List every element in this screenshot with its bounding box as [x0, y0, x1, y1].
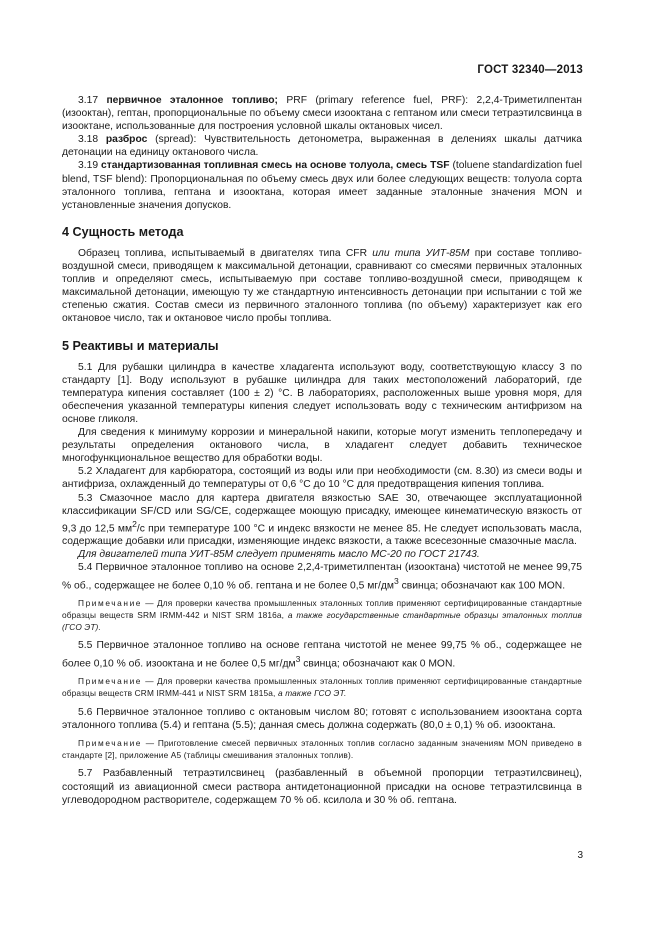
superscript: 3: [394, 575, 399, 586]
section-heading-4: 4 Сущность метода: [62, 224, 184, 239]
note-2: [62, 676, 582, 700]
superscript: 2: [132, 518, 137, 529]
text-run: 5.3 Смазочное масло для картера двигателя вязкостью SAE 30, отвечающее эксплуатационной классификации SF/CD или SG/CE, содержащее моющую присадку, имеющее кинематическую вязкость от 9,3 до 12,5 мм: [62, 492, 582, 535]
text-run-italic: или типа УИТ-85М: [372, 247, 470, 259]
term: первичное эталонное топливо;: [106, 95, 278, 106]
section-4-paragraph: [62, 247, 582, 326]
clause-5-1: 5.1 Для рубашки цилиндра в качестве хладагента используют воду, соответствующую классу 3 по стандарту [1]. Воду используют в рубашке цилиндра для таких местоположений лабораторий, где температура кипения составляет (100 ± 2) °С. В лабораториях, расположенных выше уровня моря, для обеспечения указанной температуры кипения следует использовать воду с техническим антифризом на основе гликоля.: [62, 361, 582, 425]
clause-5-6: 5.6 Первичное эталонное топливо с октановым числом 80; готовят с использованием изооктана сорта эталонного топлива (5.4) и гептана (5.5); данная смесь должна содержать (80,0 ± 0,1) % об. изооктана.: [62, 706, 582, 731]
page-number: 3: [577, 850, 583, 861]
note-text-italic: а также государственные стандартные образцы эталонных топлив (ГСО ЭТ).: [62, 609, 582, 632]
term: стандартизованная топливная смесь на основе толуола, смесь TSF: [100, 160, 450, 172]
note-3: [62, 738, 582, 762]
text-run: при составе топливо-воздушной смеси, приводящем к максимальной детонации, сравнивают со смесями первичных эталонных топлив и определяют смесь, испытываемую при составе топливо-воздушной смеси, приводящем к максимальной детонации, имеющую ту же стандартную интенсивность детонации при испытании с той же степенью сжатия. Состав смеси из первичного эталонного топлива (по объему) характеризует как его октановое число, так и октановое число пробы топлива.: [62, 247, 582, 325]
definition: (spread): Чувствительность детонометра, выраженная в делениях шкалы датчика детонации на единицу октанового числа.: [62, 134, 582, 159]
text-run: Образец топлива, испытываемый в двигателях типа CFR: [78, 247, 373, 259]
clause-number: 3.17: [78, 95, 99, 106]
note-label: Примечание: [78, 676, 143, 687]
term: разброс: [105, 134, 148, 146]
note-text-italic: а также ГСО ЭТ.: [277, 687, 347, 698]
clause-number: 3.19: [78, 160, 99, 172]
text-run: свинца; обозначают как 100 MON.: [398, 579, 566, 591]
text-run: /с при температуре 100 °С и индекс вязкости не менее 85. Не следует использовать масла, содержащие добавки или присадки, изменяющие индекс вязкости, а также всесезонные смазочные масла.: [62, 523, 582, 548]
text-run: свинца; обозначают как 0 MON.: [300, 657, 456, 669]
note-text: — Для проверки качества промышленных эталонных топлив применяют сертифицированные стандартные образцы веществ CRM IRMM-441 и NIST SRM 1815a,: [62, 676, 582, 698]
note-label: Примечание: [78, 737, 143, 748]
clause-5-1-paragraph-2: Для сведения к минимуму коррозии и минеральной накипи, которые могут изменить теплопередачу и результаты определения октанового числа, в хладагент следует добавить техническое многофункциональное вещество для обработки воды.: [62, 427, 582, 465]
clause-5-4: [62, 561, 582, 592]
document-body: [62, 94, 582, 807]
clause-5-2: 5.2 Хладагент для карбюратора, состоящий из воды или при необходимости (см. 8.30) из смеси воды и антифриза, охлажденный до температуры от 0,6 °С до 10 °С для предотвращения кипения топлива.: [62, 466, 582, 491]
superscript: 3: [295, 653, 301, 664]
clause-5-5: [62, 639, 582, 670]
clause-5-3-italic-note: Для двигателей типа УИТ-85М следует применять масло МС-20 по ГОСТ 21743.: [78, 549, 480, 561]
text-run: 5.4 Первичное эталонное топливо на основе 2,2,4-триметилпентан (изооктана) чистотой не менее 99,75 % об., содержащее не более 0,10 % об. гептана и не более 0,5 мг/дм: [62, 562, 582, 591]
text-run: 5.5 Первичное эталонное топливо на основе гептана чистотой не менее 99,75 % об., содержащее не более 0,10 % об. изооктана и не более 0,5 мг/дм: [62, 640, 582, 669]
clause-3-19: [62, 159, 582, 211]
clause-3-17: [62, 94, 582, 133]
note-label: Примечание: [78, 598, 143, 609]
clause-5-7: 5.7 Разбавленный тетраэтилсвинец (разбавленный в объемной пропорции тетраэтилсвинец), состоящий из авиационной смеси раствора антидетонационной присадки на основе тетраэтилсвинца в углеводородном растворителе, содержащем 70 % об. ксилола и 30 % об. гептана.: [62, 768, 582, 806]
note-text: — Приготовление смесей первичных эталонных топлив согласно заданным значениям MON приведено в стандарте [2], приложение А5 (таблицы смешивания эталонных топлив).: [62, 737, 582, 760]
definition: PRF (primary reference fuel, PRF): 2,2,4-Триметилпентан (изооктан), гептан, пропорциональные по объему смеси изооктана с гептаном или смеси тетраэтилсвинца в изооктане, использованные для построения условной шкалы октановых чисел.: [62, 95, 582, 133]
clause-number: 3.18: [78, 134, 99, 146]
section-heading-5: 5 Реактивы и материалы: [62, 338, 219, 353]
definition: (toluene standardization fuel blend, TSF blend): Пропорциональная по объему смесь двух или более следующих веществ: толуола сорта эталонного топлива, гептана и изооктана, которая имеет заданные эталонные значения MON и установленные значения допусков.: [62, 160, 582, 211]
note-text: — Для проверки качества промышленных эталонных топлив применяют сертифицированные стандартные образцы веществ SRM IRMM-442 и NIST SRM 1816a,: [62, 598, 582, 620]
note-1: [62, 598, 582, 633]
document-header: ГОСТ 32340—2013: [477, 64, 583, 76]
clause-5-3: [62, 492, 582, 549]
clause-3-18: [62, 133, 582, 159]
